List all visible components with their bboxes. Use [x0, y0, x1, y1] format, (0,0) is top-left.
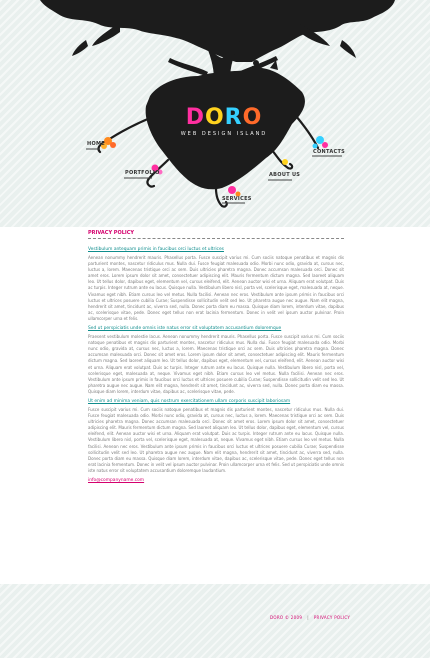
section-paragraph: Fusce suscipit varius mi. Cum sociis natoque penatibus et magnis dis parturient montes, nascetur ridiculus mus. Nulla dui. Fusce feugiat malesuada odio. Morbi nunc odio, gravida at, cursus nec, luctus a, lorem. Maecenas tristique orci ac sem. Duis ultricies pharetra magna. Donec accumsan malesuada orci. Donec sit amet eros. Lorem ipsum dolor sit amet, consectetuer adipiscing elit. Mauris fermentum dictum magna. Sed laoreet aliquam leo. Ut tellus dolor, dapibus eget, elementum vel, cursus eleifend, elit. Aenean auctor wisi et urna. Aliquam erat volutpat. Duis ac turpis. Integer rutrum ante eu lacus. Quisque nulla. Vestibulum libero nisl, porta vel, scelerisque eget, malesuada at, neque. Vivamus eget nibh. Etiam cursus leo vel metus. Nulla facilisi. Aenean nec eros. Vestibulum ante ipsum primis in faucibus orci luctus et ultrices posuere cubilia Curae; Suspendisse sollicitudin velit sed leo. Ut pharetra augue nec augue. Nam elit magna, hendrerit sit amet, tincidunt ac, viverra sed, nulla. Donec porta diam eu massa. Quisque diam lorem, interdum vitae, dapibus ac, scelerisque vitae, pede. Donec eget tellus non erat lacinia fermentum. Donec in velit vel ipsum auctor pulvinar. Proin ullamcorper urna et felis. Sed ut perspiciatis unde omnis iste natus error sit voluptatem accusantium doloremque laudantium.: [88, 406, 344, 473]
section-heading[interactable]: Vestibulum antequam primis in faucibus orci luctus et ultrices: [88, 247, 224, 252]
nav-services[interactable]: SERVICES: [222, 196, 252, 202]
page-title: PRIVACY POLICY: [88, 230, 135, 236]
copyright-text: DORO © 2009: [270, 615, 303, 620]
content-panel: [0, 227, 430, 584]
nav-about-us[interactable]: ABOUT US: [269, 172, 301, 178]
nav-home[interactable]: HOME: [87, 141, 106, 147]
footer: [0, 584, 430, 658]
logo-letter: O: [204, 105, 225, 130]
section-paragraph: Aenean nonummy hendrerit mauris. Phasellus porta. Fusce suscipit varius mi. Cum sociis natoque penatibus et magnis dis parturient montes, nascetur ridiculus mus. Nulla dui. Fusce feugiat malesuada odio. Morbi nunc odio, gravida at, cursus nec, luctus a, lorem. Maecenas tristique orci ac sem. Duis ultricies pharetra magna. Donec accumsan malesuada orci. Donec sit amet eros. Lorem ipsum dolor sit amet, consectetuer adipiscing elit. Mauris fermentum dictum magna. Sed laoreet aliquam leo. Ut tellus dolor, dapibus eget, elementum vel, cursus eleifend, elit. Aenean auctor wisi et urna. Aliquam erat volutpat. Duis ac turpis. Integer rutrum ante eu lacus. Quisque nulla. Vestibulum libero nisl, porta vel, scelerisque eget, malesuada at, neque. Vivamus eget nibh. Etiam cursus leo vel metus. Nulla facilisi. Aenean nec eros. Vestibulum ante ipsum primis in faucibus orci luctus et ultrices posuere cubilia Curae; Suspendisse sollicitudin velit sed leo. Ut pharetra augue nec augue. Nam elit magna, hendrerit sit amet, tincidunt ac, viverra sed, nulla. Donec porta diam eu massa. Quisque diam lorem, interdum vitae, dapibus ac, scelerisque vitae, pede. Donec eget tellus non erat lacinia fermentum. Donec in velit vel ipsum auctor pulvinar. Proin ullamcorper urna et felis.: [88, 255, 344, 321]
nav-contacts[interactable]: CONTACTS: [313, 149, 346, 155]
logo-letter: D: [185, 105, 205, 130]
nav-portfolio[interactable]: PORTFOLIO: [125, 170, 160, 176]
main-content: [88, 227, 344, 484]
privacy-policy-link[interactable]: PRIVACY POLICY: [313, 615, 351, 620]
title-divider: [88, 238, 344, 239]
logo-tagline: WEB DESIGN ISLAND: [180, 131, 268, 137]
logo[interactable]: [179, 106, 269, 137]
section-paragraph: Praesent vestibulum molestie lacus. Aenean nonummy hendrerit mauris. Phasellus porta. Fusce suscipit varius mi. Cum sociis natoque penatibus et magnis dis parturient montes, nascetur ridiculus mus. Nulla dui. Fusce feugiat malesuada odio. Morbi nunc odio, gravida at, cursus nec, luctus a, lorem. Maecenas tristique orci ac sem. Duis ultricies pharetra magna. Donec accumsan malesuada orci. Donec sit amet eros. Lorem ipsum dolor sit amet, consectetuer adipiscing elit. Mauris fermentum dictum magna. Sed laoreet aliquam leo. Ut tellus dolor, dapibus eget, elementum vel, cursus eleifend, elit. Aenean auctor wisi et urna. Aliquam erat volutpat. Duis ac turpis. Integer rutrum ante eu lacus. Quisque nulla. Vestibulum libero nisl, porta vel, scelerisque eget, malesuada at, neque. Vivamus eget nibh. Etiam cursus leo vel metus. Nulla facilisi. Aenean nec eros. Vestibulum ante ipsum primis in faucibus orci luctus et ultrices posuere cubilia Curae; Suspendisse sollicitudin velit sed leo. Ut pharetra augue nec augue. Nam elit magna, hendrerit sit amet, tincidunt ac, viverra sed, nulla. Donec porta diam eu massa. Quisque diam lorem, interdum vitae, dapibus ac, scelerisque vitae, pede.: [88, 334, 344, 394]
footer-separator: |: [307, 615, 309, 620]
footer-text: [270, 615, 350, 620]
logo-wordmark: [179, 106, 269, 130]
logo-letter: O: [242, 105, 263, 130]
section-heading[interactable]: Ut enim ad minima veniam, quis nostrum exercitationem ullam corporis suscipit laboriosam: [88, 398, 291, 404]
header: [0, 0, 430, 230]
email-link[interactable]: info@companyname.com: [88, 478, 145, 483]
logo-letter: R: [224, 105, 243, 130]
section-heading[interactable]: Sed ut perspiciatis unde omnis iste natus error sit voluptatem accusantium doloremque: [88, 326, 282, 332]
